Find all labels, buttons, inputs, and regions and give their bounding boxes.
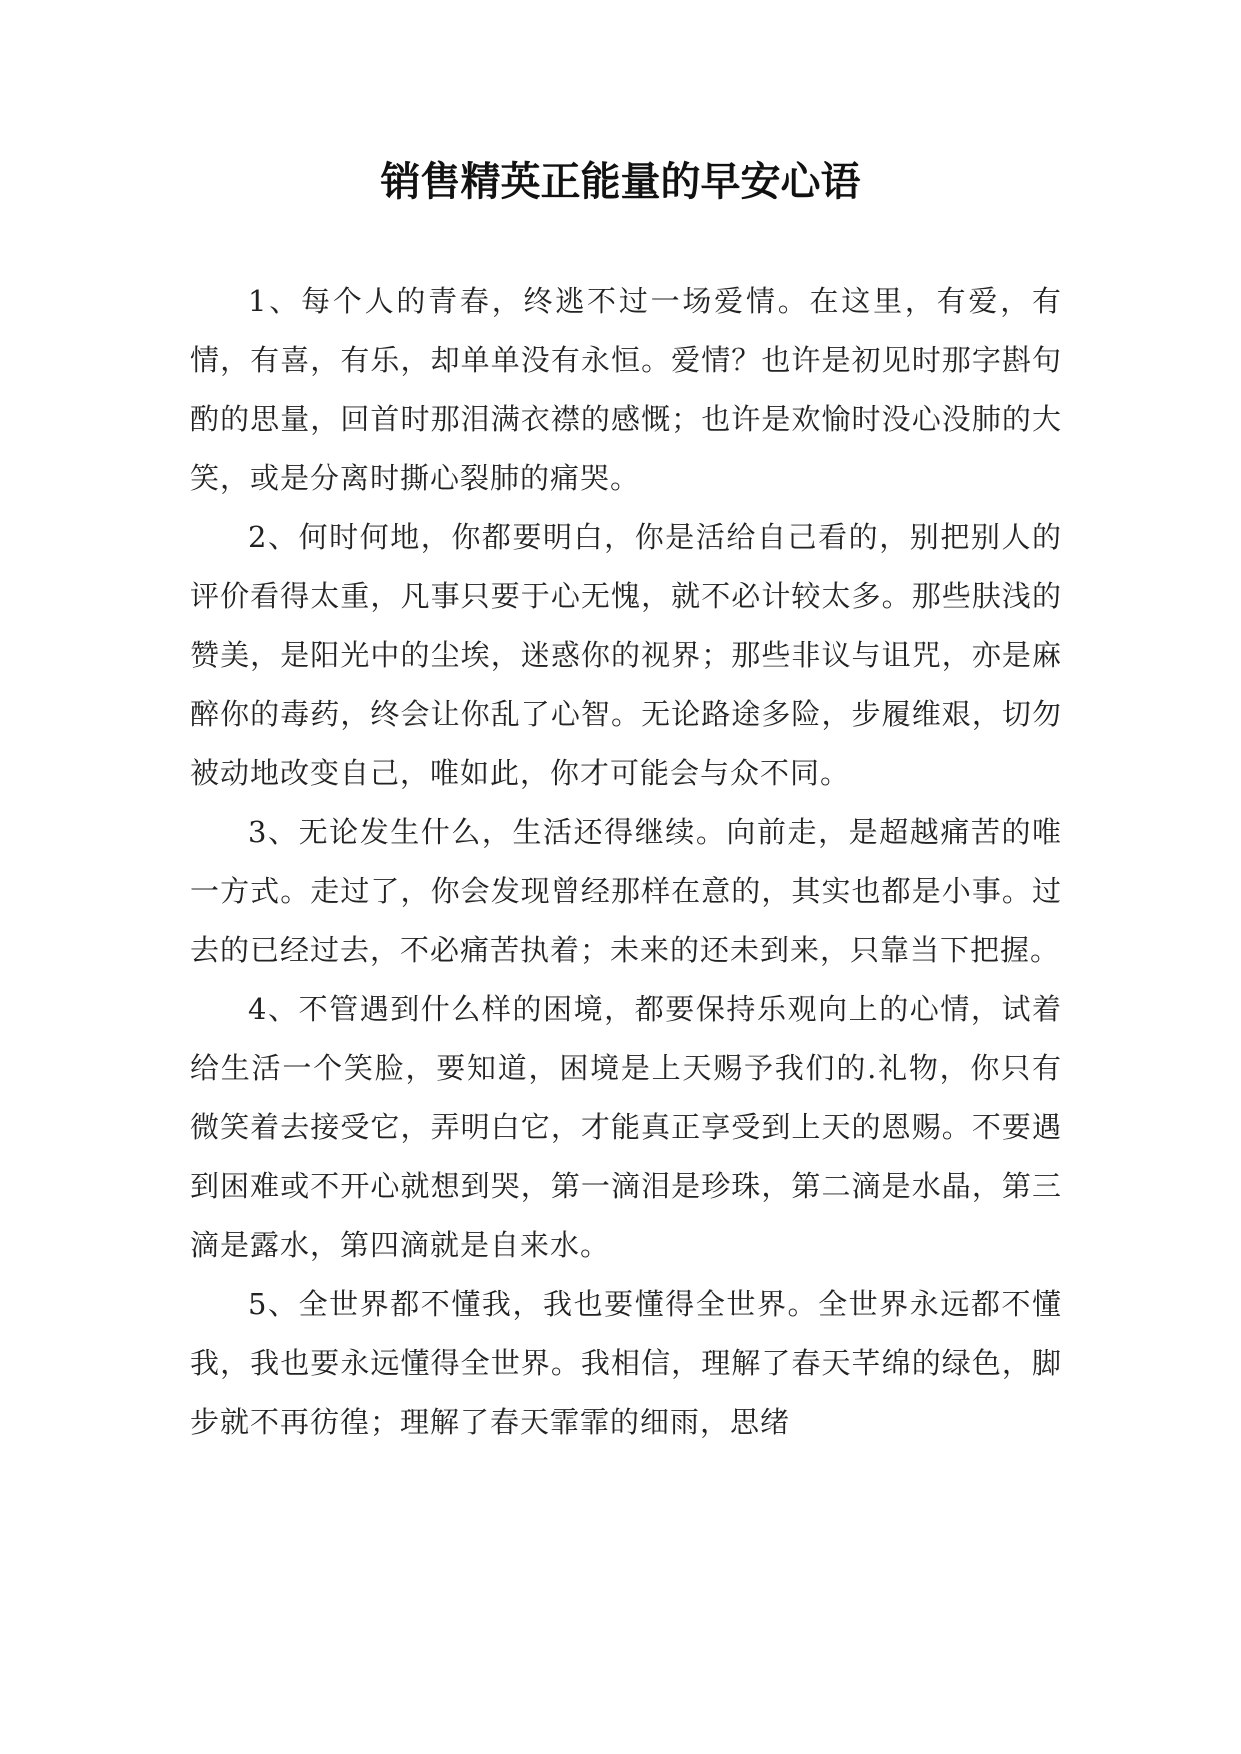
paragraph-1: 1、每个人的青春，终逃不过一场爱情。在这里，有爱，有情，有喜，有乐，却单单没有永恒。爱情？也许是初见时那字斟句酌的思量，回首时那泪满衣襟的感慨；也许是欢愉时没心没肺的大笑，或是分离时撕心裂肺的痛哭。 [190, 284, 1062, 495]
paragraph-3: 3、无论发生什么，生活还得继续。向前走，是超越痛苦的唯一方式。走过了，你会发现曾经那样在意的，其实也都是小事。过去的已经过去，不必痛苦执着；未来的还未到来，只靠当下把握。 [190, 815, 1062, 967]
document-body [190, 272, 1062, 1452]
paragraph-4: 4、不管遇到什么样的困境，都要保持乐观向上的心情，试着给生活一个笑脸，要知道，困境是上天赐予我们的.礼物，你只有微笑着去接受它，弄明白它，才能真正享受到上天的恩赐。不要遇到困难或不开心就想到哭，第一滴泪是珍珠，第二滴是水晶，第三滴是露水，第四滴就是自来水。 [190, 992, 1062, 1262]
document-title: 销售精英正能量的早安心语 [380, 159, 861, 205]
paragraph-2: 2、何时何地，你都要明白，你是活给自己看的，别把别人的评价看得太重，凡事只要于心无愧，就不必计较太多。那些肤浅的赞美，是阳光中的尘埃，迷惑你的视界；那些非议与诅咒，亦是麻醉你的毒药，终会让你乱了心智。无论路途多险，步履维艰，切勿被动地改变自己，唯如此，你才可能会与众不同。 [190, 520, 1062, 790]
paragraph-5: 5、全世界都不懂我，我也要懂得全世界。全世界永远都不懂我，我也要永远懂得全世界。我相信，理解了春天芊绵的绿色，脚步就不再彷徨；理解了春天霏霏的细雨，思绪 [190, 1287, 1062, 1439]
